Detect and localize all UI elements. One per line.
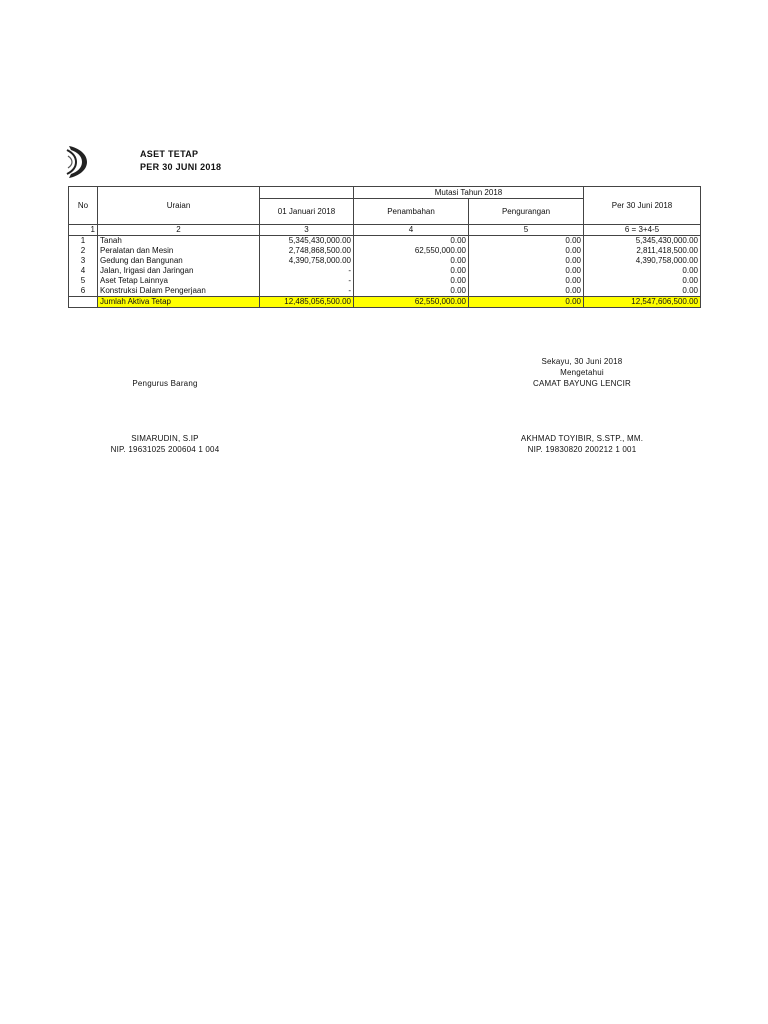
column-number: 6 = 3+4-5 <box>584 225 701 236</box>
cell-no-empty <box>69 297 98 308</box>
total-saldo-awal: 12,485,056,500.00 <box>260 297 354 308</box>
cell-penambahan: 0.00 <box>354 236 469 247</box>
left-signer-role: Pengurus Barang <box>132 379 198 388</box>
cell-saldo-akhir: 0.00 <box>584 266 701 276</box>
header-pengurangan: Pengurangan <box>469 199 584 225</box>
cell-penambahan: 0.00 <box>354 256 469 266</box>
cell-saldo-awal: 4,390,758,000.00 <box>260 256 354 266</box>
cell-no: 4 <box>69 266 98 276</box>
cell-saldo-awal: 2,748,868,500.00 <box>260 246 354 256</box>
cell-pengurangan: 0.00 <box>469 246 584 256</box>
header-penambahan: Penambahan <box>354 199 469 225</box>
total-label: Jumlah Aktiva Tetap <box>98 297 260 308</box>
cell-saldo-akhir: 2,811,418,500.00 <box>584 246 701 256</box>
left-signer-nip: NIP. 19631025 200604 1 004 <box>110 445 220 454</box>
header-no: No <box>69 187 98 225</box>
cell-saldo-awal: - <box>260 286 354 297</box>
cell-saldo-awal: - <box>260 276 354 286</box>
cell-uraian: Konstruksi Dalam Pengerjaan <box>98 286 260 297</box>
cell-penambahan: 0.00 <box>354 266 469 276</box>
acknowledged-label: Mengetahui <box>560 368 604 377</box>
column-number-row <box>69 225 701 236</box>
cell-pengurangan: 0.00 <box>469 276 584 286</box>
cell-no: 1 <box>69 236 98 247</box>
left-signer-name: SIMARUDIN, S.IP <box>131 434 199 443</box>
table-row <box>69 236 701 247</box>
cell-uraian: Aset Tetap Lainnya <box>98 276 260 286</box>
cell-saldo-awal: - <box>260 266 354 276</box>
cell-saldo-akhir: 0.00 <box>584 276 701 286</box>
cell-no: 5 <box>69 276 98 286</box>
cell-no: 6 <box>69 286 98 297</box>
column-number: 2 <box>98 225 260 236</box>
column-number: 5 <box>469 225 584 236</box>
total-pengurangan: 0.00 <box>469 297 584 308</box>
header-mutasi: Mutasi Tahun 2018 <box>354 187 584 199</box>
cell-uraian: Gedung dan Bangunan <box>98 256 260 266</box>
cell-saldo-awal: 5,345,430,000.00 <box>260 236 354 247</box>
cell-pengurangan: 0.00 <box>469 236 584 247</box>
cell-saldo-akhir: 0.00 <box>584 286 701 297</box>
right-signer-role: CAMAT BAYUNG LENCIR <box>532 379 632 388</box>
total-penambahan: 62,550,000.00 <box>354 297 469 308</box>
cell-saldo-akhir: 5,345,430,000.00 <box>584 236 701 247</box>
cell-pengurangan: 0.00 <box>469 286 584 297</box>
cell-no: 2 <box>69 246 98 256</box>
right-signer-name: AKHMAD TOYIBIR, S.STP., MM. <box>520 434 644 443</box>
header-saldo-akhir: Per 30 Juni 2018 <box>584 187 701 225</box>
left-signature <box>55 433 275 455</box>
document-title: ASET TETAP <box>140 149 199 159</box>
header-blank <box>260 187 354 199</box>
cell-no: 3 <box>69 256 98 266</box>
table-row <box>69 256 701 266</box>
table-row <box>69 266 701 276</box>
header-uraian: Uraian <box>98 187 260 225</box>
cell-saldo-akhir: 4,390,758,000.00 <box>584 256 701 266</box>
document-title-block <box>140 148 221 174</box>
table-row <box>69 276 701 286</box>
cell-penambahan: 62,550,000.00 <box>354 246 469 256</box>
header-row-top <box>69 187 701 199</box>
column-number: 1 <box>69 225 98 236</box>
fixed-asset-table <box>68 186 701 308</box>
regional-emblem-icon <box>64 144 90 180</box>
cell-penambahan: 0.00 <box>354 286 469 297</box>
right-signature-header <box>472 356 692 389</box>
column-number: 4 <box>354 225 469 236</box>
column-number: 3 <box>260 225 354 236</box>
table-row <box>69 246 701 256</box>
cell-uraian: Jalan, Irigasi dan Jaringan <box>98 266 260 276</box>
table-row <box>69 286 701 297</box>
right-signer-nip: NIP. 19830820 200212 1 001 <box>527 445 637 454</box>
right-signature <box>472 433 692 455</box>
cell-uraian: Peralatan dan Mesin <box>98 246 260 256</box>
cell-pengurangan: 0.00 <box>469 266 584 276</box>
cell-penambahan: 0.00 <box>354 276 469 286</box>
header-saldo-awal: 01 Januari 2018 <box>260 199 354 225</box>
total-row <box>69 297 701 308</box>
document-subtitle: PER 30 JUNI 2018 <box>140 162 222 172</box>
place-date: Sekayu, 30 Juni 2018 <box>541 357 623 366</box>
total-saldo-akhir: 12,547,606,500.00 <box>584 297 701 308</box>
cell-uraian: Tanah <box>98 236 260 247</box>
left-signature-header <box>55 378 275 389</box>
cell-pengurangan: 0.00 <box>469 256 584 266</box>
